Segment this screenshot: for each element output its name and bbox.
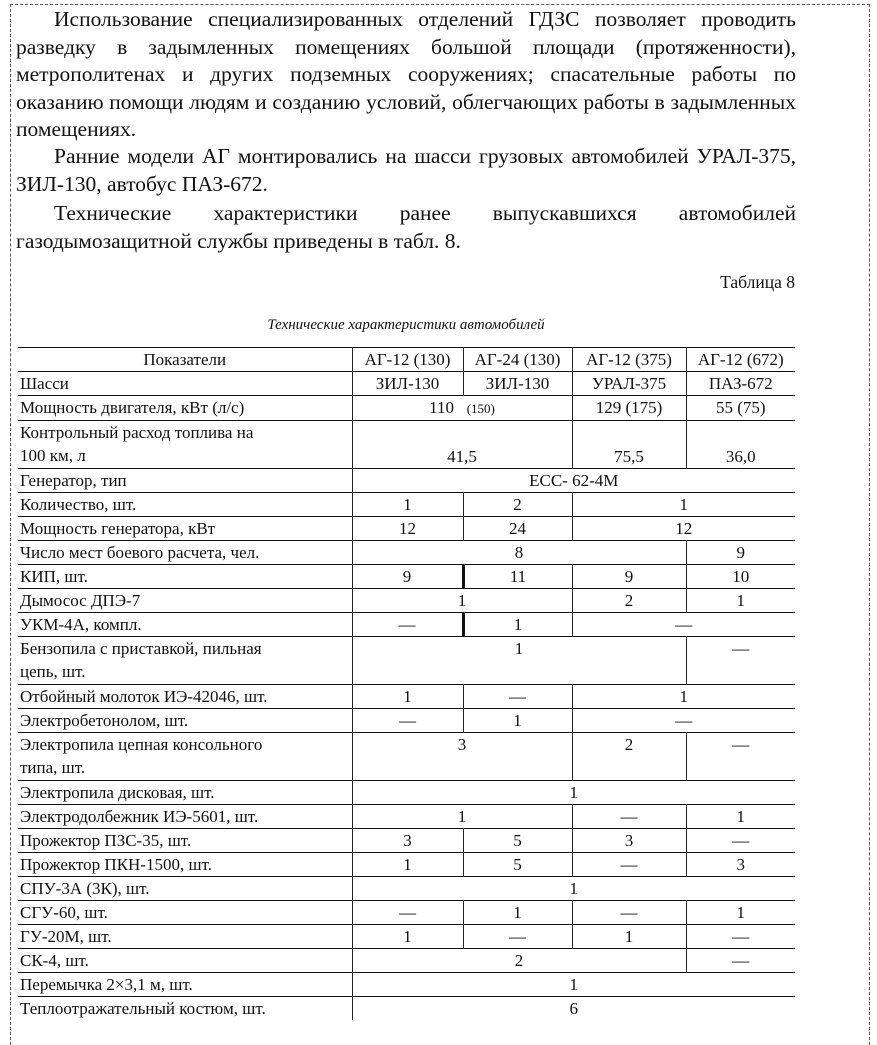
- table-header-row: [18, 348, 795, 372]
- cell: 1: [352, 805, 572, 829]
- row-label: СК-4, шт.: [20, 951, 89, 970]
- table-row: [18, 396, 795, 421]
- row-label: СПУ-3А (3К), шт.: [20, 879, 150, 898]
- cell: —: [352, 613, 463, 637]
- cell: 3: [352, 733, 572, 781]
- row-label: Количество, шт.: [20, 495, 137, 514]
- paragraph-3: Технические характеристики ранее выпускавшихся автомобилей газодымозащитной службы приведены в табл. 8.: [16, 201, 796, 253]
- cell: 1: [572, 493, 795, 517]
- cell: 1: [352, 589, 572, 613]
- cell: —: [572, 805, 686, 829]
- cell: 3: [686, 853, 795, 877]
- table-caption: Технические характеристики автомобилей: [267, 317, 545, 333]
- table-row: [18, 613, 795, 637]
- row-label: УКМ-4А, компл.: [20, 615, 142, 634]
- paragraph-2: Ранние модели АГ монтировались на шасси грузовых автомобилей УРАЛ-375, ЗИЛ-130, автобус ПАЗ-672.: [16, 144, 796, 196]
- cell: 1: [352, 637, 686, 685]
- cell: 12: [352, 517, 463, 541]
- row-label: Бензопила с приставкой, пильная цепь, шт.: [20, 639, 262, 681]
- row-label: Электропила цепная консольного типа, шт.: [20, 735, 263, 777]
- table-row: [18, 973, 795, 997]
- cell: —: [572, 853, 686, 877]
- cell: —: [686, 949, 795, 973]
- row-label: СГУ-60, шт.: [20, 903, 108, 922]
- table-row: [18, 805, 795, 829]
- table-row: [18, 877, 795, 901]
- cell: ПАЗ-672: [686, 372, 795, 396]
- row-label: ГУ-20М, шт.: [20, 927, 112, 946]
- cell: —: [686, 829, 795, 853]
- cell: 36,0: [686, 421, 795, 469]
- cell: 75,5: [572, 421, 686, 469]
- cell: 2: [463, 493, 572, 517]
- paragraph-1: Использование специализированных отделений ГДЗС позволяет проводить разведку в задымленных помещениях большой площади (протяженности), метрополитенах и других подземных сооружениях; спасательные работы по оказанию помощи людям и созданию условий, облегчающих работы в задымленных помещениях.: [16, 7, 796, 141]
- table-row: [18, 372, 795, 396]
- row-label: Электродолбежник ИЭ-5601, шт.: [20, 807, 259, 826]
- cell: 24: [463, 517, 572, 541]
- table-row: [18, 853, 795, 877]
- cell: 2: [572, 733, 686, 781]
- row-label: Прожектор ПКН-1500, шт.: [20, 855, 212, 874]
- cell: 1: [352, 973, 795, 997]
- cell: —: [686, 637, 795, 685]
- cell: УРАЛ-375: [572, 372, 686, 396]
- header-cell: АГ-12 (130): [352, 348, 463, 372]
- cell: 3: [572, 829, 686, 853]
- cell: 1: [463, 613, 572, 637]
- cell: —: [572, 709, 795, 733]
- cell: 1: [352, 877, 795, 901]
- cell: 1: [686, 589, 795, 613]
- cell: 2: [572, 589, 686, 613]
- cell: 1: [572, 685, 795, 709]
- table-row: [18, 469, 795, 493]
- row-label: Число мест боевого расчета, чел.: [20, 543, 260, 562]
- table-row: [18, 685, 795, 709]
- cell: 8: [352, 541, 686, 565]
- cell: —: [686, 733, 795, 781]
- cell: —: [352, 901, 463, 925]
- row-label: Мощность генератора, кВт: [20, 519, 216, 538]
- cell: 9: [686, 541, 795, 565]
- table-row: [18, 901, 795, 925]
- cell: 1: [686, 805, 795, 829]
- header-cell: Показатели: [143, 350, 227, 369]
- table-row: [18, 781, 795, 805]
- cell: 129 (175): [572, 396, 686, 421]
- cell: ЗИЛ-130: [463, 372, 572, 396]
- table-row: [18, 493, 795, 517]
- cell: 2: [352, 949, 686, 973]
- cell: 1: [686, 901, 795, 925]
- cell: 5: [463, 853, 572, 877]
- cell: 9: [352, 565, 463, 589]
- cell: 1: [572, 925, 686, 949]
- cell: 1: [352, 685, 463, 709]
- cell: 3: [352, 829, 463, 853]
- cell: 1: [352, 925, 463, 949]
- cell: —: [686, 925, 795, 949]
- table-row: [18, 589, 795, 613]
- specs-table: [18, 347, 795, 1020]
- header-cell: АГ-12 (375): [572, 348, 686, 372]
- row-label: Генератор, тип: [20, 471, 127, 490]
- cell: 5: [463, 829, 572, 853]
- row-label: Шасси: [20, 374, 69, 393]
- row-label: Перемычка 2×3,1 м, шт.: [20, 975, 193, 994]
- row-label: Контрольный расход топлива на 100 км, л: [20, 423, 254, 465]
- row-label: КИП, шт.: [20, 567, 88, 586]
- cell: 1: [352, 493, 463, 517]
- table-row: [18, 709, 795, 733]
- cell: 41,5: [352, 421, 572, 469]
- row-label: Отбойный молоток ИЭ-42046, шт.: [20, 687, 268, 706]
- cell: 9: [572, 565, 686, 589]
- cell: ЗИЛ-130: [352, 372, 463, 396]
- cell: —: [572, 613, 795, 637]
- cell: 10: [686, 565, 795, 589]
- cell: 11: [463, 565, 572, 589]
- row-label: Теплоотражательный костюм, шт.: [20, 999, 266, 1018]
- table-row: [18, 421, 795, 469]
- table-row: [18, 517, 795, 541]
- cell: 6: [352, 997, 795, 1021]
- cell: —: [352, 709, 463, 733]
- cell: 1: [352, 781, 795, 805]
- row-label: Электробетонолом, шт.: [20, 711, 189, 730]
- table-row: [18, 997, 795, 1021]
- row-label: Электропила дисковая, шт.: [20, 783, 215, 802]
- row-label: Прожектор ПЗС-35, шт.: [20, 831, 192, 850]
- cell: —: [463, 685, 572, 709]
- header-cell: АГ-12 (672): [686, 348, 795, 372]
- table-row: [18, 829, 795, 853]
- cell: ЕСС- 62-4М: [352, 469, 795, 493]
- cell: 1: [463, 901, 572, 925]
- header-cell: АГ-24 (130): [463, 348, 572, 372]
- cell: 1: [463, 709, 572, 733]
- table-number: Таблица 8: [720, 272, 795, 292]
- table-row: [18, 637, 795, 685]
- cell: 12: [572, 517, 795, 541]
- cell: 55 (75): [686, 396, 795, 421]
- table-row: [18, 949, 795, 973]
- cell: 1: [352, 853, 463, 877]
- table-row: [18, 925, 795, 949]
- row-label: Мощность двигателя, кВт (л/с): [20, 398, 245, 417]
- cell: —: [463, 925, 572, 949]
- cell: —: [572, 901, 686, 925]
- table-row: [18, 565, 795, 589]
- table-row: [18, 733, 795, 781]
- table-row: [18, 541, 795, 565]
- cell: 110 (150): [352, 396, 572, 421]
- row-label: Дымосос ДПЭ-7: [20, 591, 141, 610]
